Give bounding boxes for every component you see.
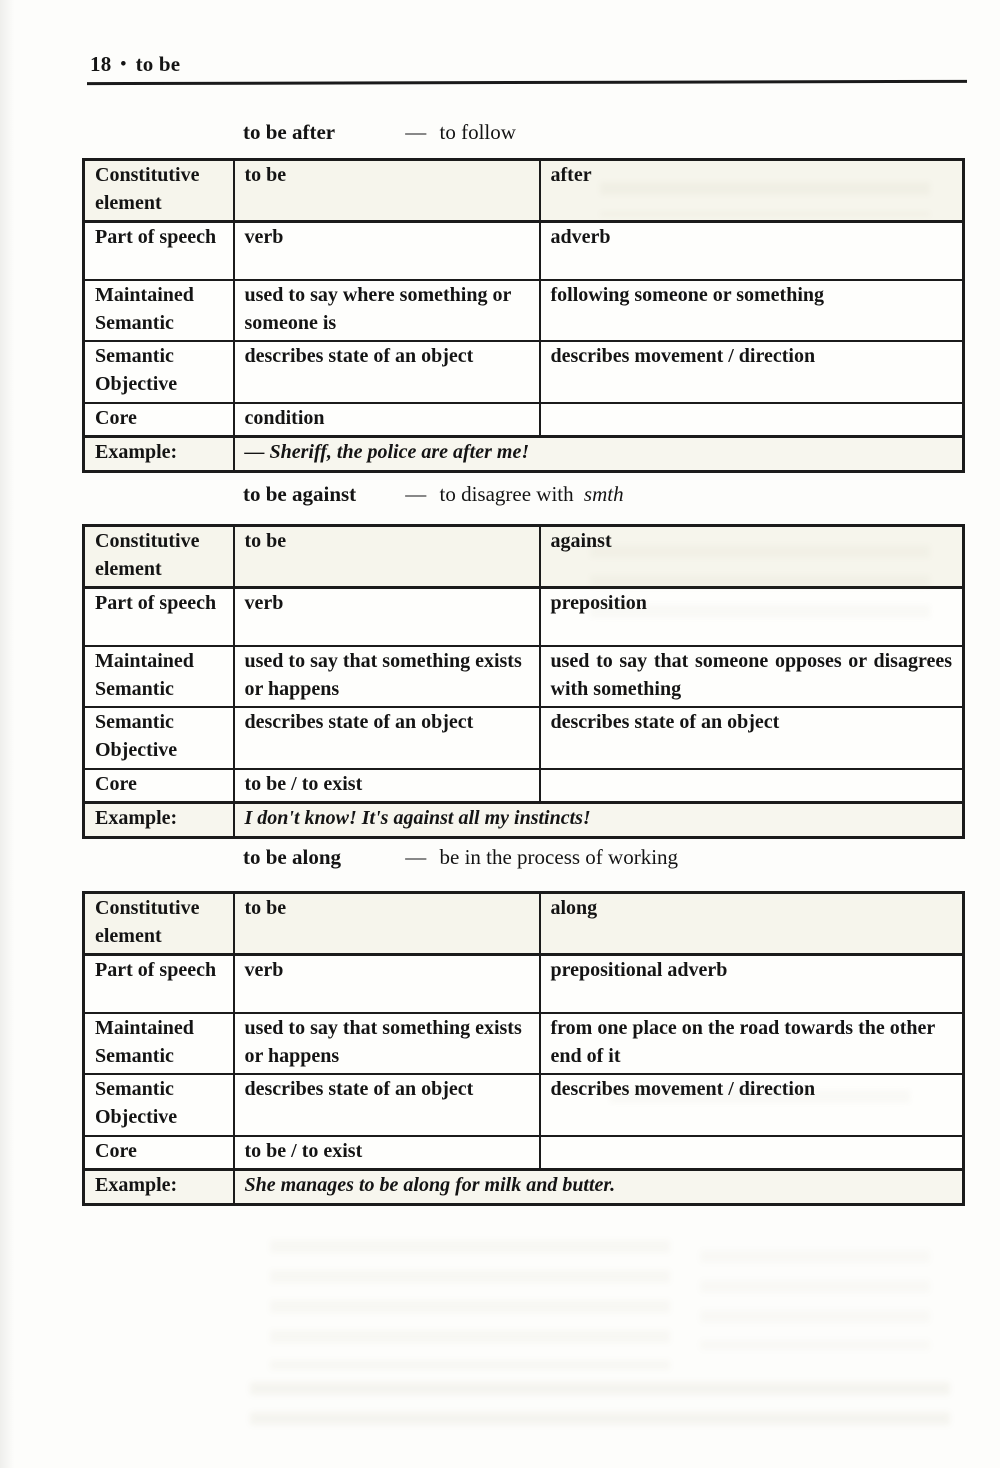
vocab-table-along — [82, 891, 965, 1206]
verb-cell: verb — [234, 588, 540, 647]
example-label: Example: — [84, 437, 234, 472]
definition-italic: smth — [583, 482, 624, 506]
row-label: Core — [84, 1136, 234, 1170]
row-label: Part of speech — [84, 955, 234, 1014]
header-particle-cell: after — [540, 160, 964, 222]
row-example — [84, 437, 964, 472]
row-example — [84, 803, 964, 838]
verb-cell: used to say that something exists or happens — [234, 646, 540, 707]
particle-cell: following someone or something — [540, 280, 964, 341]
example-text: I don't know! It's against all my instincts! — [234, 803, 964, 838]
row-core — [84, 769, 964, 803]
table-header-row — [84, 893, 964, 955]
bullet-separator: • — [120, 54, 127, 73]
row-label: Maintained Semantic — [84, 646, 234, 707]
row-label: Core — [84, 769, 234, 803]
row-part-of-speech — [84, 588, 964, 647]
running-title: to be — [135, 52, 181, 76]
table-header-row — [84, 160, 964, 222]
row-semantic-objective — [84, 707, 964, 768]
section-heading-after — [243, 120, 516, 145]
bleedthrough-smudge — [270, 1240, 670, 1370]
row-label: Maintained Semantic — [84, 1013, 234, 1074]
scan-edge-shadow — [0, 0, 14, 1468]
row-part-of-speech — [84, 222, 964, 281]
verb-cell: verb — [234, 222, 540, 281]
section-heading-against — [243, 482, 624, 507]
row-part-of-speech — [84, 955, 964, 1014]
particle-cell: preposition — [540, 588, 964, 647]
example-text: She manages to be along for milk and butter. — [234, 1170, 964, 1205]
bleedthrough-smudge — [700, 1250, 930, 1350]
particle-cell: adverb — [540, 222, 964, 281]
verb-cell: used to say that something exists or happens — [234, 1013, 540, 1074]
particle-cell — [540, 403, 964, 437]
example-label: Example: — [84, 1170, 234, 1205]
verb-cell: condition — [234, 403, 540, 437]
particle-cell — [540, 769, 964, 803]
header-label-cell: Constitutive element — [84, 160, 234, 222]
verb-cell: to be / to exist — [234, 769, 540, 803]
example-text: — Sheriff, the police are after me! — [234, 437, 964, 472]
definition-label: be in the process of working — [439, 845, 679, 869]
verb-cell: describes state of an object — [234, 1074, 540, 1135]
vocab-table-after — [82, 158, 965, 473]
header-label-cell: Constitutive element — [84, 893, 234, 955]
definition-label: to follow — [439, 120, 516, 144]
section-heading-along — [243, 845, 678, 870]
bleedthrough-smudge — [250, 1382, 950, 1434]
header-verb-cell: to be — [234, 526, 540, 588]
row-label: Part of speech — [84, 222, 234, 281]
particle-cell: describes state of an object — [540, 707, 964, 768]
verb-cell: to be / to exist — [234, 1136, 540, 1170]
particle-cell — [540, 1136, 964, 1170]
row-semantic-objective — [84, 1074, 964, 1135]
row-label: Semantic Objective — [84, 707, 234, 768]
phrase-label: to be after — [243, 120, 336, 144]
row-label: Part of speech — [84, 588, 234, 647]
definition-label: to disagree with — [439, 482, 574, 506]
table-header-row — [84, 526, 964, 588]
dash: — — [405, 120, 427, 144]
row-example — [84, 1170, 964, 1205]
row-maintained-semantic — [84, 1013, 964, 1074]
row-maintained-semantic — [84, 646, 964, 707]
row-label: Core — [84, 403, 234, 437]
verb-cell: describes state of an object — [234, 341, 540, 402]
example-label: Example: — [84, 803, 234, 838]
row-core — [84, 403, 964, 437]
dash: — — [405, 845, 427, 869]
header-label-cell: Constitutive element — [84, 526, 234, 588]
row-label: Maintained Semantic — [84, 280, 234, 341]
header-particle-cell: along — [540, 893, 964, 955]
header-particle-cell: against — [540, 526, 964, 588]
row-semantic-objective — [84, 341, 964, 402]
row-label: Semantic Objective — [84, 341, 234, 402]
row-label: Semantic Objective — [84, 1074, 234, 1135]
dash: — — [405, 482, 427, 506]
header-rule — [87, 80, 967, 85]
vocab-table-against — [82, 524, 965, 839]
particle-cell: prepositional adverb — [540, 955, 964, 1014]
running-head — [90, 52, 180, 77]
row-maintained-semantic — [84, 280, 964, 341]
page-number: 18 — [90, 52, 112, 76]
verb-cell: used to say where something or someone is — [234, 280, 540, 341]
phrase-label: to be along — [243, 845, 342, 869]
particle-cell: used to say that someone opposes or disagrees with something — [540, 646, 964, 707]
phrase-label: to be against — [243, 482, 357, 506]
row-core — [84, 1136, 964, 1170]
verb-cell: describes state of an object — [234, 707, 540, 768]
particle-cell: from one place on the road towards the other end of it — [540, 1013, 964, 1074]
verb-cell: verb — [234, 955, 540, 1014]
particle-cell: describes movement / direction — [540, 341, 964, 402]
header-verb-cell: to be — [234, 160, 540, 222]
header-verb-cell: to be — [234, 893, 540, 955]
particle-cell: describes movement / direction — [540, 1074, 964, 1135]
